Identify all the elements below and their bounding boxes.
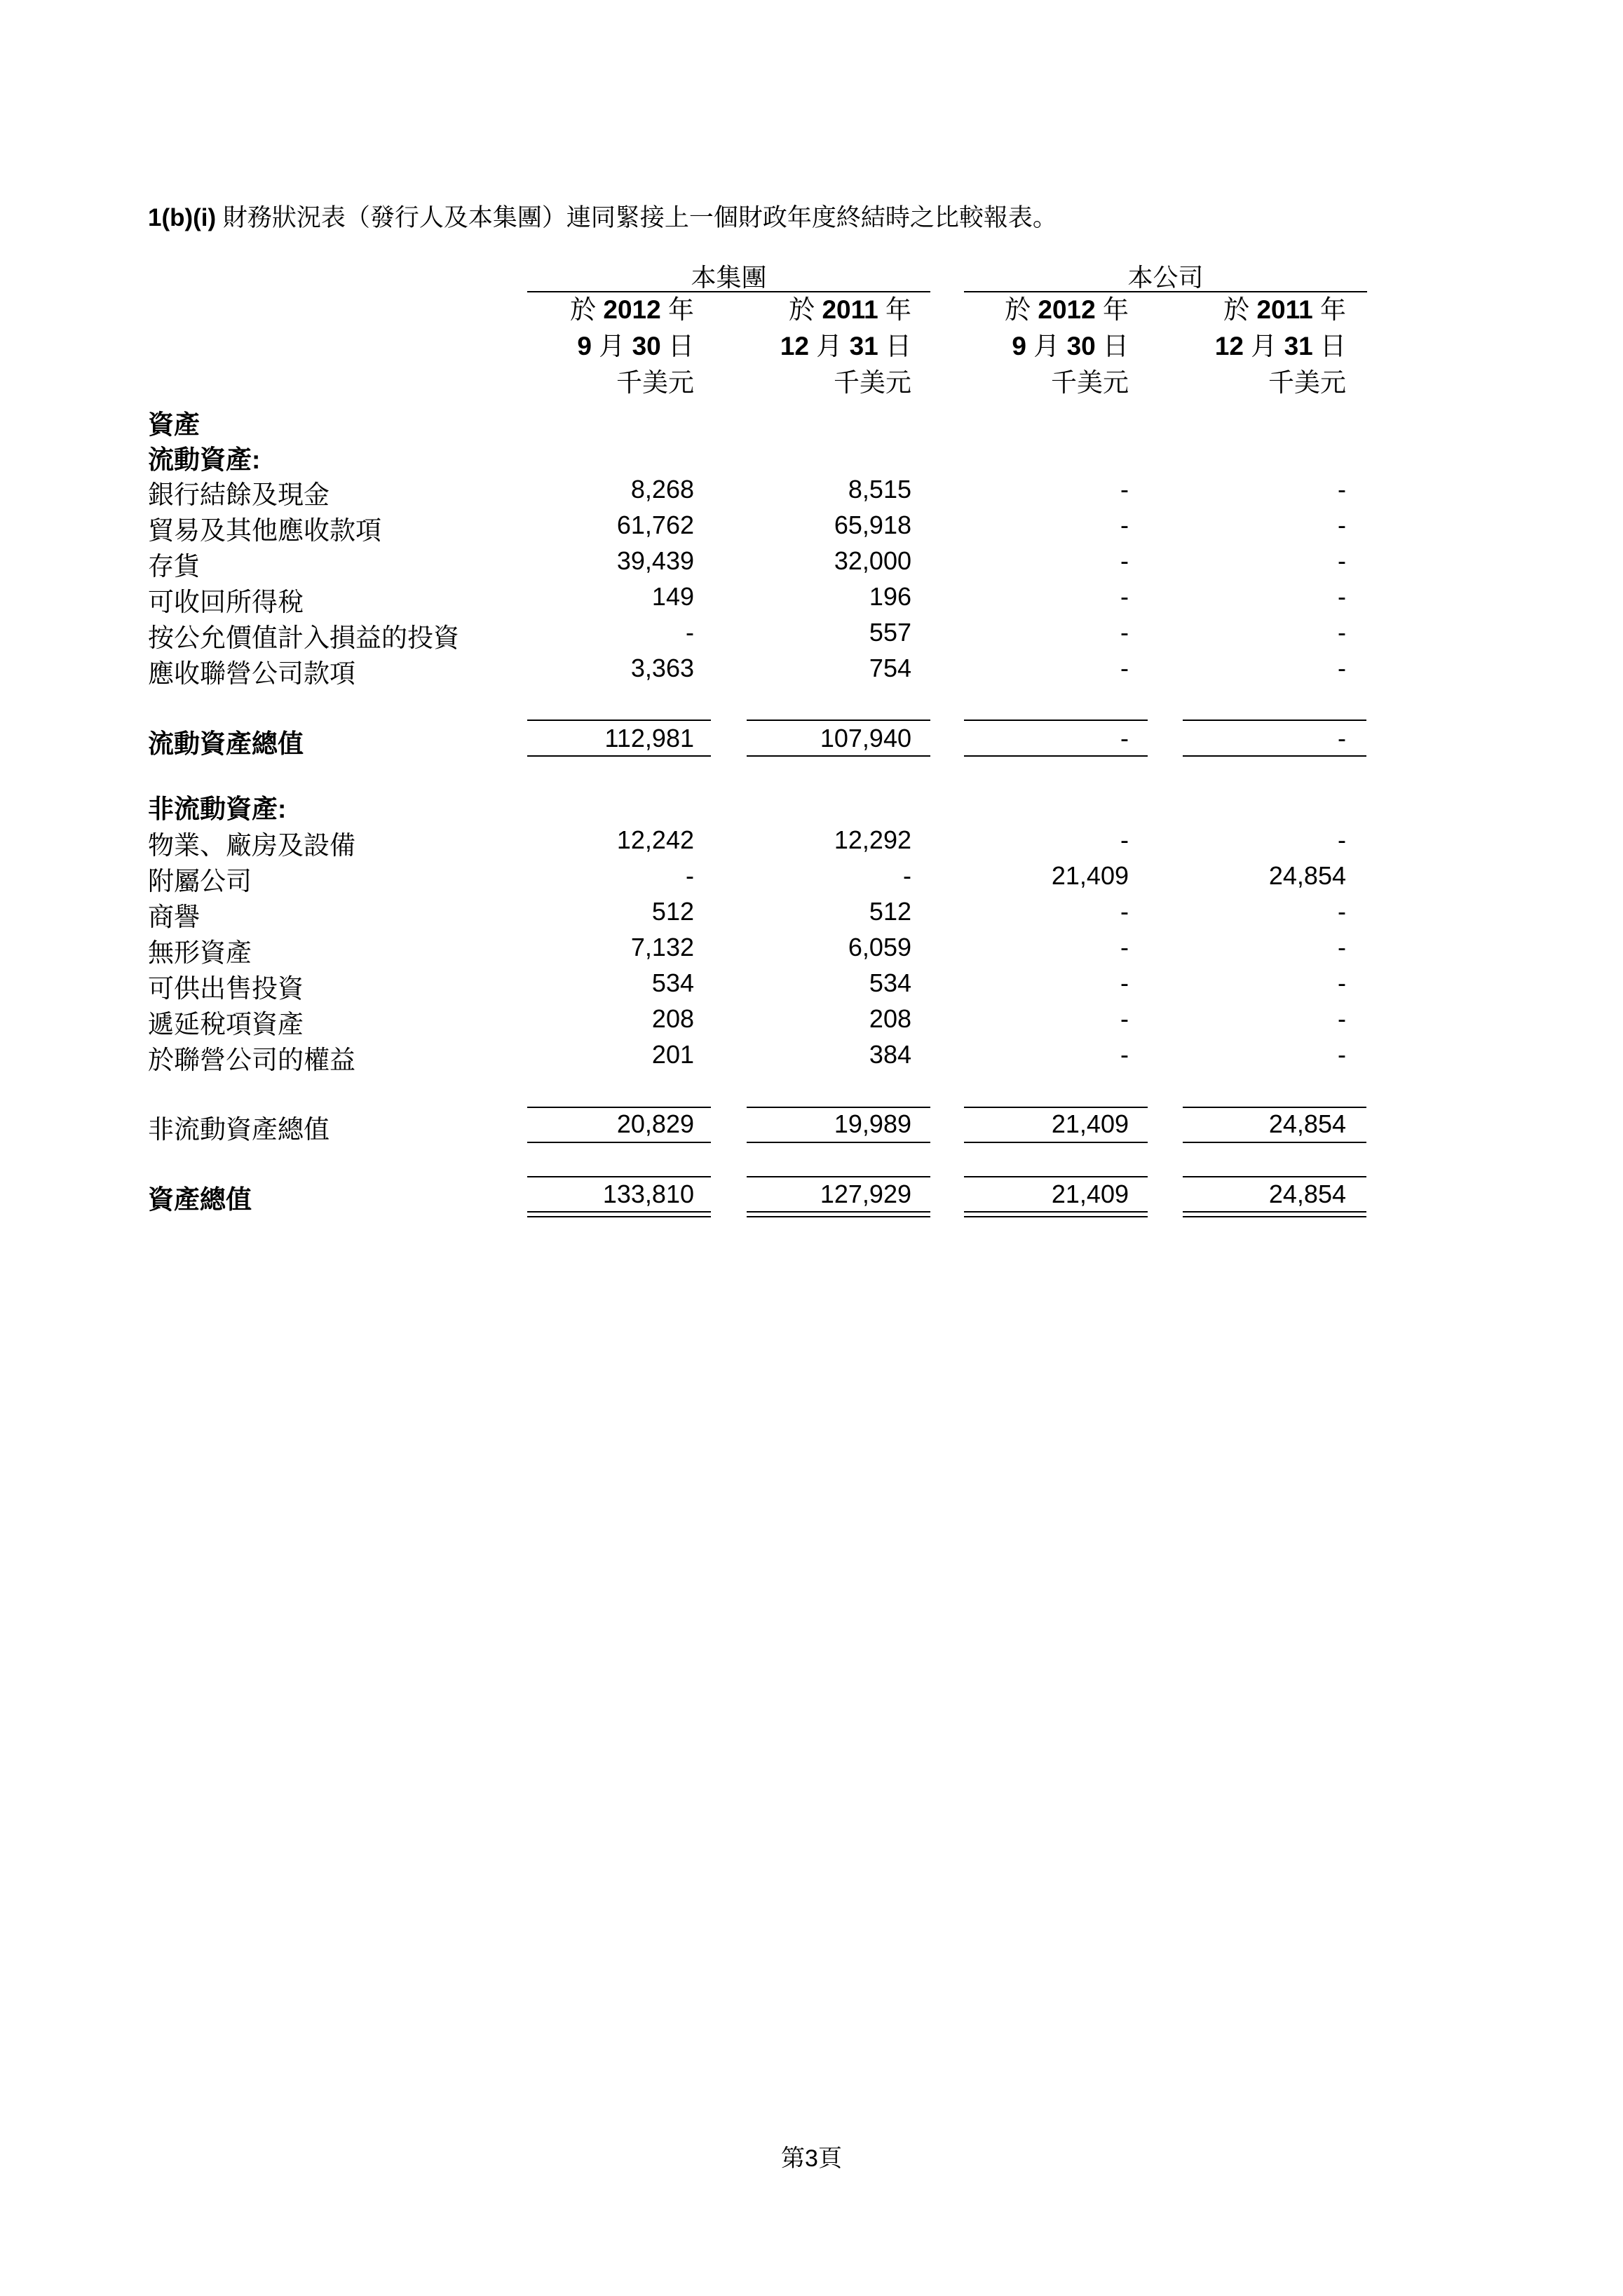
subtotal-rule-bottom — [527, 1142, 711, 1143]
table-row-value-col3: - — [1120, 582, 1129, 611]
table-row-value-col3: - — [1120, 654, 1129, 682]
table-row-value-col2: 557 — [869, 618, 911, 647]
subtotal-rule-top — [747, 1107, 930, 1108]
subtotal-rule-bottom — [964, 755, 1148, 757]
subtotal-rule-bottom — [964, 1142, 1148, 1143]
table-row-label: 可供出售投資 — [148, 974, 304, 1003]
table-row-value-col2: 196 — [869, 582, 911, 611]
group-header-company: 本公司 — [1127, 263, 1204, 292]
table-row-value-col4: - — [1338, 582, 1346, 611]
subtotal-rule-bottom — [1183, 1142, 1366, 1143]
header-month-char: 月 — [1244, 332, 1284, 360]
section-assets: 資產 — [148, 410, 200, 439]
total-assets-row-value-col4: 24,854 — [1268, 1180, 1346, 1208]
total-rule-top — [527, 1176, 711, 1177]
table-row-label: 無形資產 — [148, 938, 252, 967]
noncurrent-total-row-value-col4: 24,854 — [1268, 1109, 1346, 1138]
header-day-char: 日 — [1095, 332, 1129, 360]
table-row-value-col3: - — [1120, 897, 1129, 926]
header-day: 30 — [632, 332, 661, 360]
table-row-value-col4: - — [1338, 511, 1346, 539]
table-row-value-col3: - — [1120, 1004, 1129, 1033]
table-row-value-col2: 6,059 — [848, 933, 911, 961]
header-year: 2012 — [1038, 295, 1096, 324]
table-row-value-col2: 65,918 — [834, 511, 911, 539]
table-row-value-col3: - — [1120, 511, 1129, 539]
header-unit: 千美元 — [1051, 368, 1129, 397]
header-month-char: 月 — [1026, 332, 1067, 360]
table-row-value-col2: 512 — [869, 897, 911, 926]
current-total-row-value-col1: 112,981 — [604, 724, 694, 752]
noncurrent-total-row-value-col3: 21,409 — [1051, 1109, 1129, 1138]
table-row-value-col1: 39,439 — [616, 546, 694, 575]
table-row-value-col3: - — [1120, 933, 1129, 961]
table-row-value-col1: 512 — [651, 897, 694, 926]
subtotal-rule-bottom — [747, 755, 930, 757]
statement-title-text: 財務狀況表（發行人及本集團）連同緊接上一個財政年度終結時之比較報表。 — [216, 204, 1057, 231]
header-month-char: 月 — [592, 332, 632, 360]
subtotal-rule-top — [527, 1107, 711, 1108]
header-unit: 千美元 — [1268, 368, 1346, 397]
table-row-value-col3: - — [1120, 546, 1129, 575]
total-assets-row-value-col3: 21,409 — [1051, 1180, 1129, 1208]
table-row-label: 應收聯營公司款項 — [148, 659, 355, 688]
table-row-label: 可收回所得稅 — [148, 588, 304, 616]
table-row-value-col3: - — [1120, 618, 1129, 647]
header-year: 2011 — [1256, 295, 1313, 324]
total-double-rule — [1183, 1211, 1366, 1217]
table-row-value-col1: 8,268 — [630, 475, 694, 504]
table-row-value-col3: - — [1120, 475, 1129, 504]
current-total-row-value-col2: 107,940 — [820, 724, 911, 752]
total-double-rule — [527, 1211, 711, 1217]
table-row-value-col4: - — [1338, 825, 1346, 854]
column-header-3 — [918, 292, 1129, 401]
table-row-value-col3: - — [1120, 968, 1129, 997]
total-assets-row-value-col2: 127,929 — [820, 1180, 911, 1208]
table-row-label: 貿易及其他應收款項 — [148, 516, 381, 545]
table-row-value-col4: - — [1338, 475, 1346, 504]
table-row-label: 按公允價值計入損益的投資 — [148, 623, 459, 652]
noncurrent-total-row-label: 非流動資產總值 — [148, 1115, 330, 1144]
page-number: 第3頁 — [781, 2145, 842, 2172]
header-day: 31 — [1284, 332, 1313, 360]
header-year: 2011 — [822, 295, 878, 324]
column-header-2 — [701, 292, 911, 401]
header-year-char: 年 — [1312, 295, 1346, 324]
table-row-value-col1: 208 — [651, 1004, 694, 1033]
table-row-value-col1: 201 — [651, 1040, 694, 1069]
noncurrent-assets-heading: 非流動資產: — [148, 795, 287, 823]
table-row-value-col2: 32,000 — [834, 546, 911, 575]
table-row-value-col4: 24,854 — [1268, 861, 1346, 890]
table-row-label: 銀行結餘及現金 — [148, 480, 330, 509]
table-row-value-col4: - — [1338, 1040, 1346, 1069]
header-prefix: 於 — [570, 295, 604, 324]
column-header-date-line — [484, 292, 694, 328]
table-row-value-col1: - — [686, 618, 694, 647]
table-row-value-col1: - — [686, 861, 694, 890]
table-row-label: 存貨 — [148, 552, 200, 581]
table-row-value-col2: 12,292 — [834, 825, 911, 854]
header-unit: 千美元 — [834, 368, 911, 397]
header-prefix: 於 — [1005, 295, 1038, 324]
noncurrent-total-row-value-col2: 19,989 — [834, 1109, 911, 1138]
table-row-value-col1: 7,132 — [630, 933, 694, 961]
table-row-label: 物業、廠房及設備 — [148, 831, 355, 860]
table-row-value-col4: - — [1338, 1004, 1346, 1033]
table-row-value-col2: - — [903, 861, 911, 890]
table-row-value-col2: 384 — [869, 1040, 911, 1069]
subtotal-rule-top — [527, 720, 711, 721]
total-rule-top — [747, 1176, 930, 1177]
total-double-rule — [964, 1211, 1148, 1217]
header-month-char: 月 — [809, 332, 850, 360]
group-header-group: 本集團 — [691, 263, 767, 292]
table-row-label: 商譽 — [148, 903, 200, 931]
subtotal-rule-bottom — [747, 1142, 930, 1143]
table-row-value-col2: 208 — [869, 1004, 911, 1033]
table-row-value-col3: - — [1120, 1040, 1129, 1069]
header-day-char: 日 — [660, 332, 694, 360]
column-header-date-line — [1136, 292, 1346, 328]
table-row-value-col4: - — [1338, 546, 1346, 575]
subtotal-rule-bottom — [527, 755, 711, 757]
table-row-value-col3: 21,409 — [1051, 861, 1129, 890]
column-header-monthday-line — [701, 328, 911, 365]
subtotal-rule-top — [964, 1107, 1148, 1108]
total-rule-top — [1183, 1176, 1366, 1177]
subtotal-rule-top — [964, 720, 1148, 721]
table-row-value-col4: - — [1338, 654, 1346, 682]
header-month: 9 — [1012, 332, 1026, 360]
header-day: 30 — [1066, 332, 1096, 360]
table-row-value-col1: 534 — [651, 968, 694, 997]
total-assets-row-label: 資產總值 — [148, 1185, 252, 1214]
column-header-date-line — [918, 292, 1129, 328]
total-rule-top — [964, 1176, 1148, 1177]
current-total-row-value-col3: - — [1120, 724, 1129, 752]
header-year: 2012 — [603, 295, 661, 324]
subtotal-rule-bottom — [1183, 755, 1366, 757]
header-year-char: 年 — [660, 295, 694, 324]
subtotal-rule-top — [1183, 1107, 1366, 1108]
column-header-monthday-line — [1136, 328, 1346, 365]
table-row-value-col2: 8,515 — [848, 475, 911, 504]
header-day-char: 日 — [878, 332, 911, 360]
column-header-date-line — [701, 292, 911, 328]
table-row-label: 於聯營公司的權益 — [148, 1046, 355, 1074]
noncurrent-total-row-value-col1: 20,829 — [616, 1109, 694, 1138]
table-row-value-col4: - — [1338, 618, 1346, 647]
subtotal-rule-top — [1183, 720, 1366, 721]
current-total-row-label: 流動資產總值 — [148, 729, 304, 758]
table-row-value-col1: 3,363 — [630, 654, 694, 682]
statement-title — [148, 198, 1057, 234]
statement-ref: 1(b)(i) — [148, 204, 217, 231]
column-header-4 — [1136, 292, 1346, 401]
current-assets-heading: 流動資產: — [148, 445, 261, 474]
table-row-value-col2: 534 — [869, 968, 911, 997]
header-month: 12 — [1214, 332, 1244, 360]
table-row-value-col1: 149 — [651, 582, 694, 611]
header-year-char: 年 — [1095, 295, 1129, 324]
header-day: 31 — [849, 332, 878, 360]
table-row-label: 附屬公司 — [148, 867, 252, 896]
column-header-1 — [484, 292, 694, 401]
column-header-monthday-line — [484, 328, 694, 365]
table-row-value-col4: - — [1338, 933, 1346, 961]
header-day-char: 日 — [1312, 332, 1346, 360]
header-year-char: 年 — [878, 295, 911, 324]
header-month: 12 — [780, 332, 809, 360]
header-unit: 千美元 — [616, 368, 694, 397]
table-row-value-col1: 12,242 — [616, 825, 694, 854]
column-header-monthday-line — [918, 328, 1129, 365]
table-row-value-col2: 754 — [869, 654, 911, 682]
table-row-value-col3: - — [1120, 825, 1129, 854]
current-total-row-value-col4: - — [1338, 724, 1346, 752]
table-row-value-col4: - — [1338, 897, 1346, 926]
header-month: 9 — [577, 332, 592, 360]
header-prefix: 於 — [1223, 295, 1257, 324]
table-row-value-col1: 61,762 — [616, 511, 694, 539]
total-assets-row-value-col1: 133,810 — [602, 1180, 694, 1208]
total-double-rule — [747, 1211, 930, 1217]
header-prefix: 於 — [789, 295, 822, 324]
table-row-value-col4: - — [1338, 968, 1346, 997]
table-row-label: 遞延稅項資產 — [148, 1010, 304, 1039]
subtotal-rule-top — [747, 720, 930, 721]
